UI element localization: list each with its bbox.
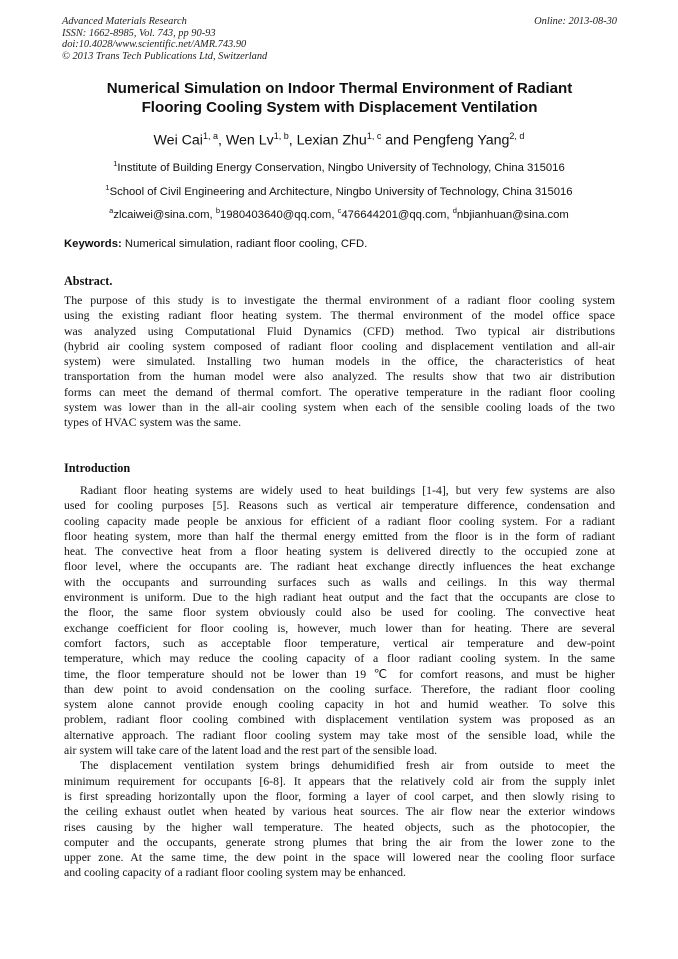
author-superscript: 2, d [509, 131, 525, 141]
email-link[interactable]: 476644201@qq.com, [341, 208, 453, 221]
author-separator: , [217, 132, 226, 149]
text-line: comfort factors, such as acceptable floor temperature, vertical air temperature and dew-point [64, 635, 615, 650]
text-line: rises causing by the higher wall temperature. The heated objects, such as the photocopier, the [64, 819, 615, 834]
affiliation-text: Institute of Building Energy Conservation, Ningbo University of Technology, China 315016 [117, 161, 565, 174]
text-line: cooling capacity made people be anxious for efficient of a radiant floor cooling system. For a radiant [64, 513, 615, 528]
title-line: Flooring Cooling System with Displacement Ventilation [141, 99, 538, 116]
email-link[interactable]: nbjianhuan@sina.com [456, 208, 569, 221]
author-superscript: 1, b [273, 131, 289, 141]
affiliation [40, 180, 638, 200]
abstract-body [64, 293, 615, 431]
email-superscript: c [337, 206, 342, 215]
text-line: types of HVAC system was the same. [64, 415, 242, 430]
author-name: Wei Cai [153, 132, 203, 149]
journal-issn: ISSN: 1662-8985, Vol. 743, pp 90-93 [62, 27, 216, 39]
text-line: Radiant floor heating systems are widely used to heat buildings [1-4], but very few systems are also [80, 483, 615, 497]
text-line: than dew point to avoid condensation on the cooling surface. Therefore, the radiant floor cooling [64, 681, 615, 696]
online-date: Online: 2013-08-30 [534, 16, 617, 27]
text-line: floor level, where the occupants are. The radiant heat exchange directly influences the heat exchange [64, 559, 615, 574]
affiliation-superscript: 1 [105, 183, 110, 192]
text-line: air system will take care of the latent load and the rest part of the sensible load. [64, 743, 438, 758]
email-link[interactable]: zlcaiwei@sina.com, [113, 208, 216, 221]
text-line: upper zone. At the same time, the dew point in the space will lowered near the cooling floor surface [64, 850, 615, 865]
text-line: floor heating system, more than half the thermal energy emitted from the floor is in the form of radiant [64, 528, 615, 543]
text-line: transportation from the human model were also analyzed. The results show that two air distribution [64, 369, 615, 384]
keywords-text: Numerical simulation, radiant floor cooling, CFD. [121, 238, 368, 250]
abstract-heading: Abstract. [64, 274, 113, 288]
text-line: computer and the occupants, generate strong plumes that bring the air from the lower zone to the [64, 834, 615, 849]
journal-copyright: © 2013 Trans Tech Publications Ltd, Switzerland [62, 50, 268, 62]
email-superscript: b [215, 206, 220, 215]
journal-name: Advanced Materials Research [62, 16, 187, 27]
text-line: using the existing radiant floor heating system. The thermal environment of the model office space [64, 308, 615, 323]
text-line: the floor, the same floor system obviously could also be used for cooling. The convective heat [64, 605, 615, 620]
text-line: forms can meet the demand of thermal comfort. The operative temperature in the radiant floor cooling [64, 384, 615, 399]
author-superscript: 1, a [202, 131, 218, 141]
text-line: was analyzed using Computational Fluid Dynamics (CFD) method. Two typical air distributions [64, 323, 615, 338]
text-line: The displacement ventilation system brings dehumidified fresh air from outside to meet the [80, 758, 615, 773]
introduction-heading: Introduction [64, 461, 131, 475]
author-list [40, 127, 638, 151]
text-line: system) were simulated. Installing two human models in the office, the characteristics of heat [64, 354, 615, 369]
title-line: Numerical Simulation on Indoor Thermal Environment of Radiant [106, 80, 573, 97]
text-line: with the occupants and surrounding surfaces such as walls and ceilings. In this way thermal [64, 574, 615, 589]
text-line: alternative approach. The radiant floor cooling system may take most of the sensible load, while the [64, 727, 615, 742]
text-line: temperature, which may reduce the cooling capacity of a floor radiant cooling system. In the same [64, 651, 615, 666]
text-line: environment is uniform. Due to the high radiant heat output and the fact that the occupants are close to [64, 590, 615, 605]
text-line: and cooling capacity of a radiant floor cooling system may be enhanced. [64, 865, 406, 880]
text-line: the ceiling exhaust outlet when heated by various heat sources. The air flow near the exterior windows [64, 804, 615, 819]
text-line: heat. The convective heat from a floor heating system is delivered directly to the occupied zone at [64, 544, 615, 559]
journal-doi: doi:10.4028/www.scientific.net/AMR.743.90 [62, 39, 247, 50]
author-superscript: 1, c [366, 131, 382, 141]
author-and: and [381, 132, 413, 149]
email-superscript: d [452, 206, 457, 215]
text-line: is first spreading horizontally upon the floor, forming a layer of cool carpet, and then slowly rising to [64, 788, 615, 803]
email-list [40, 203, 638, 223]
text-line: (hybrid air cooling system composed of radiant floor cooling and displacement ventilation and all-air [64, 338, 615, 353]
keywords-label: Keywords: [64, 238, 122, 250]
text-line: time, the floor temperature should not be lower than 19 ℃ for comfort reasons, and must be higher [64, 666, 615, 681]
text-line: The purpose of this study is to investigate the thermal environment of a radiant floor cooling system [64, 293, 615, 307]
text-line: system was lower than in the all-air cooling system when each of the sensible cooling loads of the two [64, 400, 615, 415]
author-name: Wen Lv [225, 132, 274, 149]
text-line: minimum requirement for occupants [6-8]. It appears that the relatively cold air from the supply inlet [64, 773, 615, 788]
keywords [64, 237, 616, 252]
email-superscript: a [109, 206, 114, 215]
text-line: exchange coefficient for floor cooling is, however, much lower than for heating. There are several [64, 620, 615, 635]
text-line: problem, radiant floor cooling combined with displacement ventilation system was proposed as an [64, 712, 615, 727]
author-separator: , [288, 132, 297, 149]
affiliation-superscript: 1 [113, 159, 118, 168]
affiliation-text: School of Civil Engineering and Architecture, Ningbo University of Technology, China 315016 [109, 185, 573, 198]
author-name: Pengfeng Yang [412, 132, 510, 149]
text-line: used for cooling purposes [5]. Reasons such as vertical air temperature difference, condensation and [64, 498, 615, 513]
text-line: system alone cannot provide enough cooling capacity in hot and humid weather. To solve this [64, 697, 615, 712]
paper-title [62, 79, 617, 117]
email-link[interactable]: 1980403640@qq.com, [219, 208, 338, 221]
affiliation [40, 156, 638, 176]
author-name: Lexian Zhu [296, 132, 367, 149]
introduction-body [64, 483, 615, 881]
journal-header [62, 16, 617, 62]
